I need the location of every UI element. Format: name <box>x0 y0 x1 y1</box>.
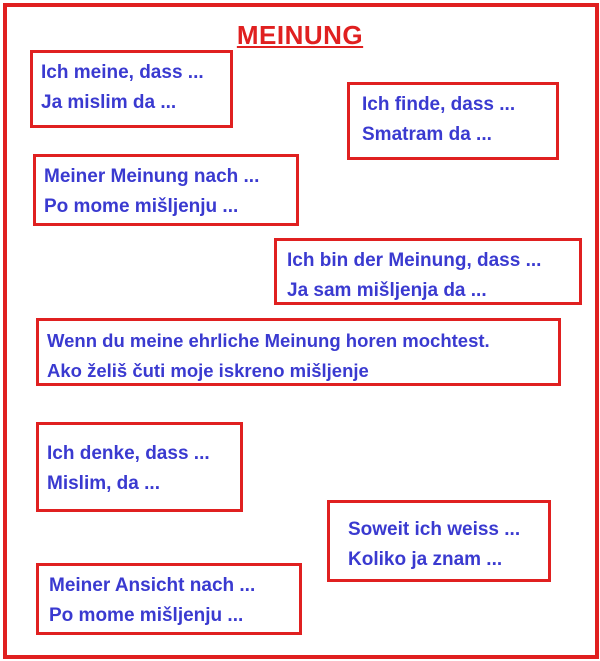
phrase-german: Meiner Ansicht nach ... <box>49 575 256 596</box>
phrase-box <box>36 422 243 512</box>
phrase-german: Soweit ich weiss ... <box>348 519 521 540</box>
phrase-translation: Ako želiš čuti moje iskreno mišljenje <box>47 360 369 381</box>
phrase-german: Meiner Meinung nach ... <box>44 166 260 187</box>
phrase-translation: Ja sam mišljenja da ... <box>287 280 487 301</box>
phrase-translation: Po mome mišljenju ... <box>49 605 244 626</box>
phrase-box <box>327 500 551 582</box>
phrase-translation: Koliko ja znam ... <box>348 549 503 570</box>
phrase-translation: Po mome mišljenju ... <box>44 196 239 217</box>
phrase-german: Ich meine, dass ... <box>41 62 204 83</box>
phrase-german: Wenn du meine ehrliche Meinung horen mochtest. <box>47 330 490 351</box>
phrase-box <box>274 238 582 305</box>
page-title: MEINUNG <box>236 20 364 50</box>
phrase-translation: Smatram da ... <box>362 124 492 145</box>
phrase-german: Ich denke, dass ... <box>47 443 210 464</box>
phrase-box <box>347 82 559 160</box>
phrase-german: Ich bin der Meinung, dass ... <box>287 250 542 271</box>
phrase-translation: Ja mislim da ... <box>41 92 177 113</box>
phrase-box <box>36 318 561 386</box>
phrase-box <box>33 154 299 226</box>
phrase-box <box>30 50 233 128</box>
phrase-box <box>36 563 302 635</box>
phrase-translation: Mislim, da ... <box>47 473 160 494</box>
phrase-german: Ich finde, dass ... <box>362 94 516 115</box>
